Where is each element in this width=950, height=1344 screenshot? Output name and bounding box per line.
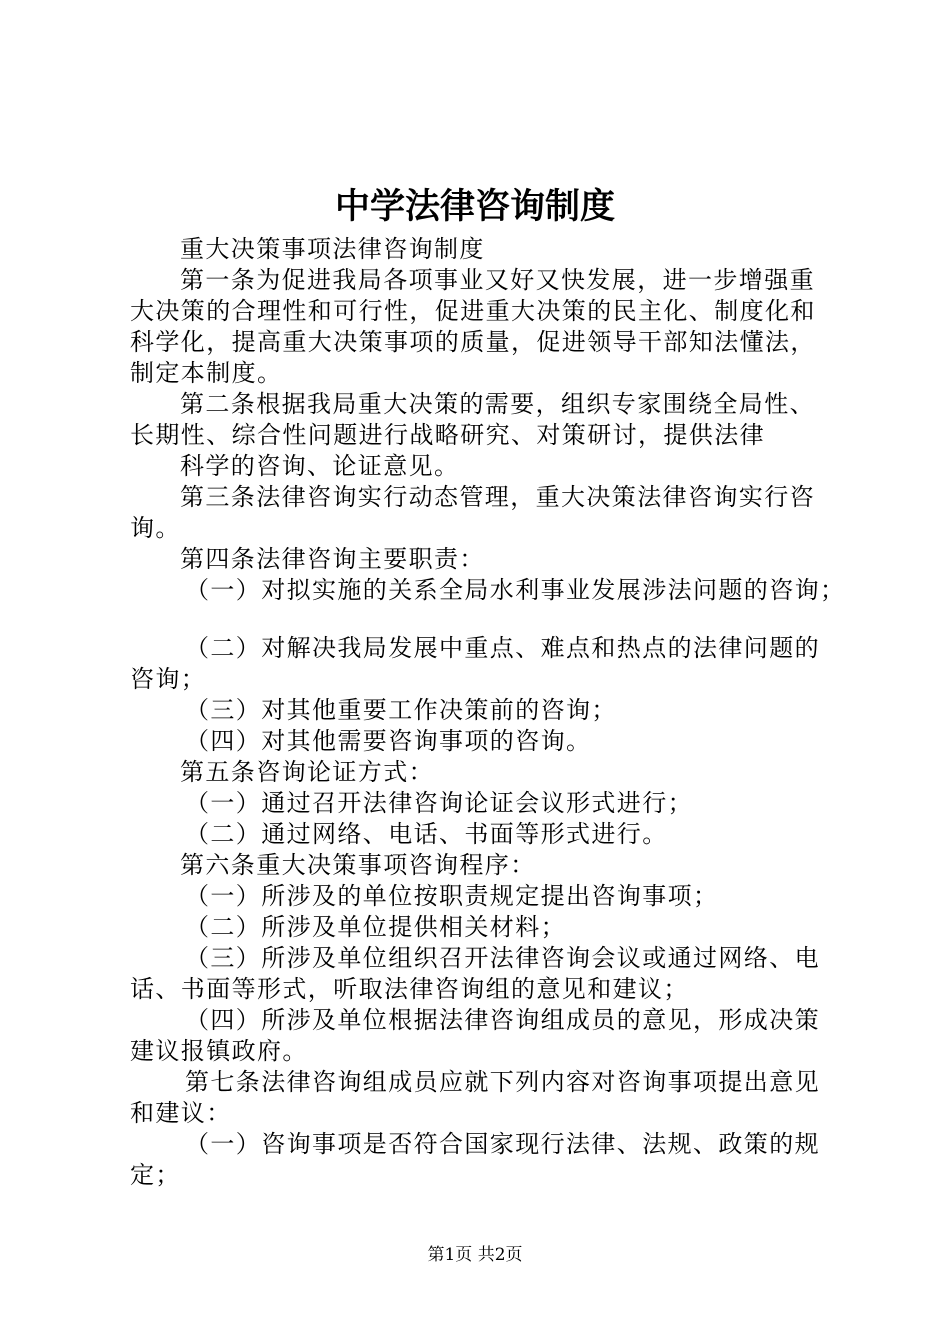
text-line: 第五条咨询论证方式： [180,758,434,786]
text-line: 第六条重大决策事项咨询程序： [180,851,536,879]
text-line: 建议报镇政府。 [130,1037,308,1065]
text-line: （四）所涉及单位根据法律咨询组成员的意见，形成决策 [185,1006,820,1034]
text-line: （二）通过网络、电话、书面等形式进行。 [185,820,668,848]
text-line: 话、书面等形式，听取法律咨询组的意见和建议； [130,975,689,1003]
text-line: （一）对拟实施的关系全局水利事业发展涉法问题的咨询； [185,576,846,604]
text-line: 第三条法律咨询实行动态管理，重大决策法律咨询实行咨 [180,483,815,511]
text-line: （四）对其他需要咨询事项的咨询。 [185,727,592,755]
page-footer: 第1页 共2页 [427,1245,523,1265]
paragraph-gap [130,606,835,633]
text-line: （二）对解决我局发展中重点、难点和热点的法律问题的 [185,634,820,662]
text-line: （三）对其他重要工作决策前的咨询； [185,696,617,724]
text-line: 长期性、综合性问题进行战略研究、对策研讨，提供法律 [130,421,765,449]
text-line: 科学的咨询、论证意见。 [180,452,460,480]
text-line: 咨询； [130,665,207,693]
text-line: 询。 [130,514,181,542]
text-line: 第二条根据我局重大决策的需要，组织专家围绕全局性、 [180,390,815,418]
text-line: （三）所涉及单位组织召开法律咨询会议或通过网络、电 [185,944,820,972]
text-line: 定； [130,1161,181,1189]
text-line: 第七条法律咨询组成员应就下列内容对咨询事项提出意见 [185,1068,820,1096]
document-title: 中学法律咨询制度 [334,187,615,227]
text-line: （一）所涉及的单位按职责规定提出咨询事项； [185,882,719,910]
document-body [130,234,846,1191]
text-line: 和建议： [130,1099,232,1127]
text-line: （一）通过召开法律咨询论证会议形式进行； [185,789,693,817]
text-line: 科学化，提高重大决策事项的质量，促进领导干部知法懂法， [130,328,816,356]
text-line: 第一条为促进我局各项事业又好又快发展，进一步增强重 [180,266,815,294]
text-line: （二）所涉及单位提供相关材料； [185,913,566,941]
text-line: 大决策的合理性和可行性，促进重大决策的民主化、制度化和 [130,297,816,325]
text-line: 第四条法律咨询主要职责： [180,545,485,573]
text-line: 制定本制度。 [130,359,283,387]
section-heading: 重大决策事项法律咨询制度 [180,235,485,263]
text-line: （一）咨询事项是否符合国家现行法律、法规、政策的规 [185,1130,820,1158]
